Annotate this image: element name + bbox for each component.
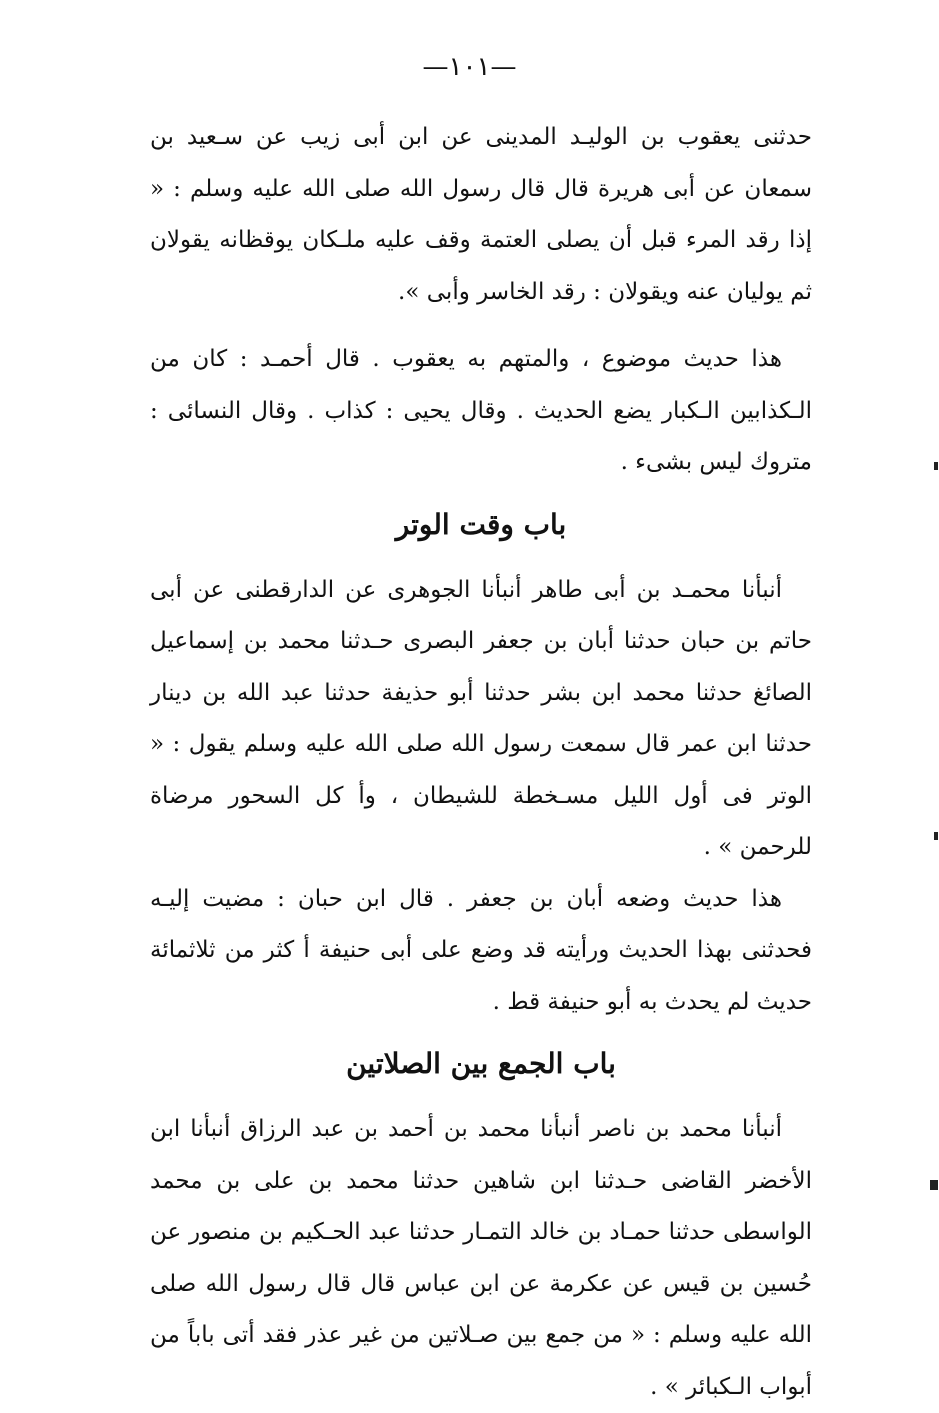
- section-heading-combining-prayers: باب الجمع بين الصلاتين: [346, 1047, 616, 1080]
- hadith-paragraph-1: حدثنى يعقوب بن الوليـد المدينى عن ابن أبى زيب عن سـعيد بن سمعان عن أبى هريرة قال قال رسول الله صلى الله عليه وسلم : « إذا رقد المرء قبل أن يصلى العتمة وقف عليه ملـكان يوقظانه يقولان ثم يوليان عنه ويقولان : رقد الخاسر وأبى ».: [150, 124, 812, 305]
- page-body: [150, 112, 812, 1413]
- hadith-paragraph-2: أنبأنا محمـد بن أبى طاهر أنبأنا الجوهرى عن الدارقطنى عن أبى حاتم بن حبان حدثنا أبان بن جعفر البصرى حـدثنا محمد بن إسماعيل الصائغ حدثنا محمد ابن بشر حدثنا أبو حذيفة حدثنا عبد الله بن دينار حدثنا ابن عمر قال سمعت رسول الله صلى الله عليه وسلم يقول : « الوتر فى أول الليل مسـخطة للشيطان ، وأ كل السحور مرضاة للرحمن » .: [150, 576, 812, 860]
- commentary-paragraph-1: هذا حديث موضوع ، والمتهم به يعقوب . قال أحمـد : كان من الـكذابين الـكبار يضع الحديث . وقال يحيى : كذاب . وقال النسائى : متروك ليس بشىء .: [150, 346, 812, 475]
- page-number: —١٠١—: [422, 52, 517, 82]
- commentary-paragraph-2: هذا حديث وضعه أبان بن جعفر . قال ابن حبان : مضيت إليـه فحدثنى بهذا الحديث ورأيته قد وضع على أبى حنيفة أ كثر من ثلاثمائة حديث لم يحدث به أبو حنيفة قط .: [150, 885, 812, 1015]
- edge-mark: [934, 832, 938, 840]
- edge-mark: [930, 1180, 938, 1190]
- paragraph-spacer: [150, 318, 812, 334]
- section-heading-witr: باب وقت الوتر: [395, 507, 567, 541]
- edge-mark: [934, 462, 938, 470]
- hadith-paragraph-3: أنبأنا محمد بن ناصر أنبأنا محمد بن أحمد بن عبد الرزاق أنبأنا ابن الأخضر القاضى حـدثنا ابن شاهين حدثنا محمد بن على بن محمد الواسطى حدثنا حمـاد بن خالد التمـار حدثنا عبد الحـكيم بن منصور عن حُسين بن قيس عن عكرمة عن ابن عباس قال قال رسول الله صلى الله عليه وسلم : « من جمع بين صـلاتين من غير عذر فقد أتى باباً من أبواب الـكبائر » .: [150, 1116, 812, 1400]
